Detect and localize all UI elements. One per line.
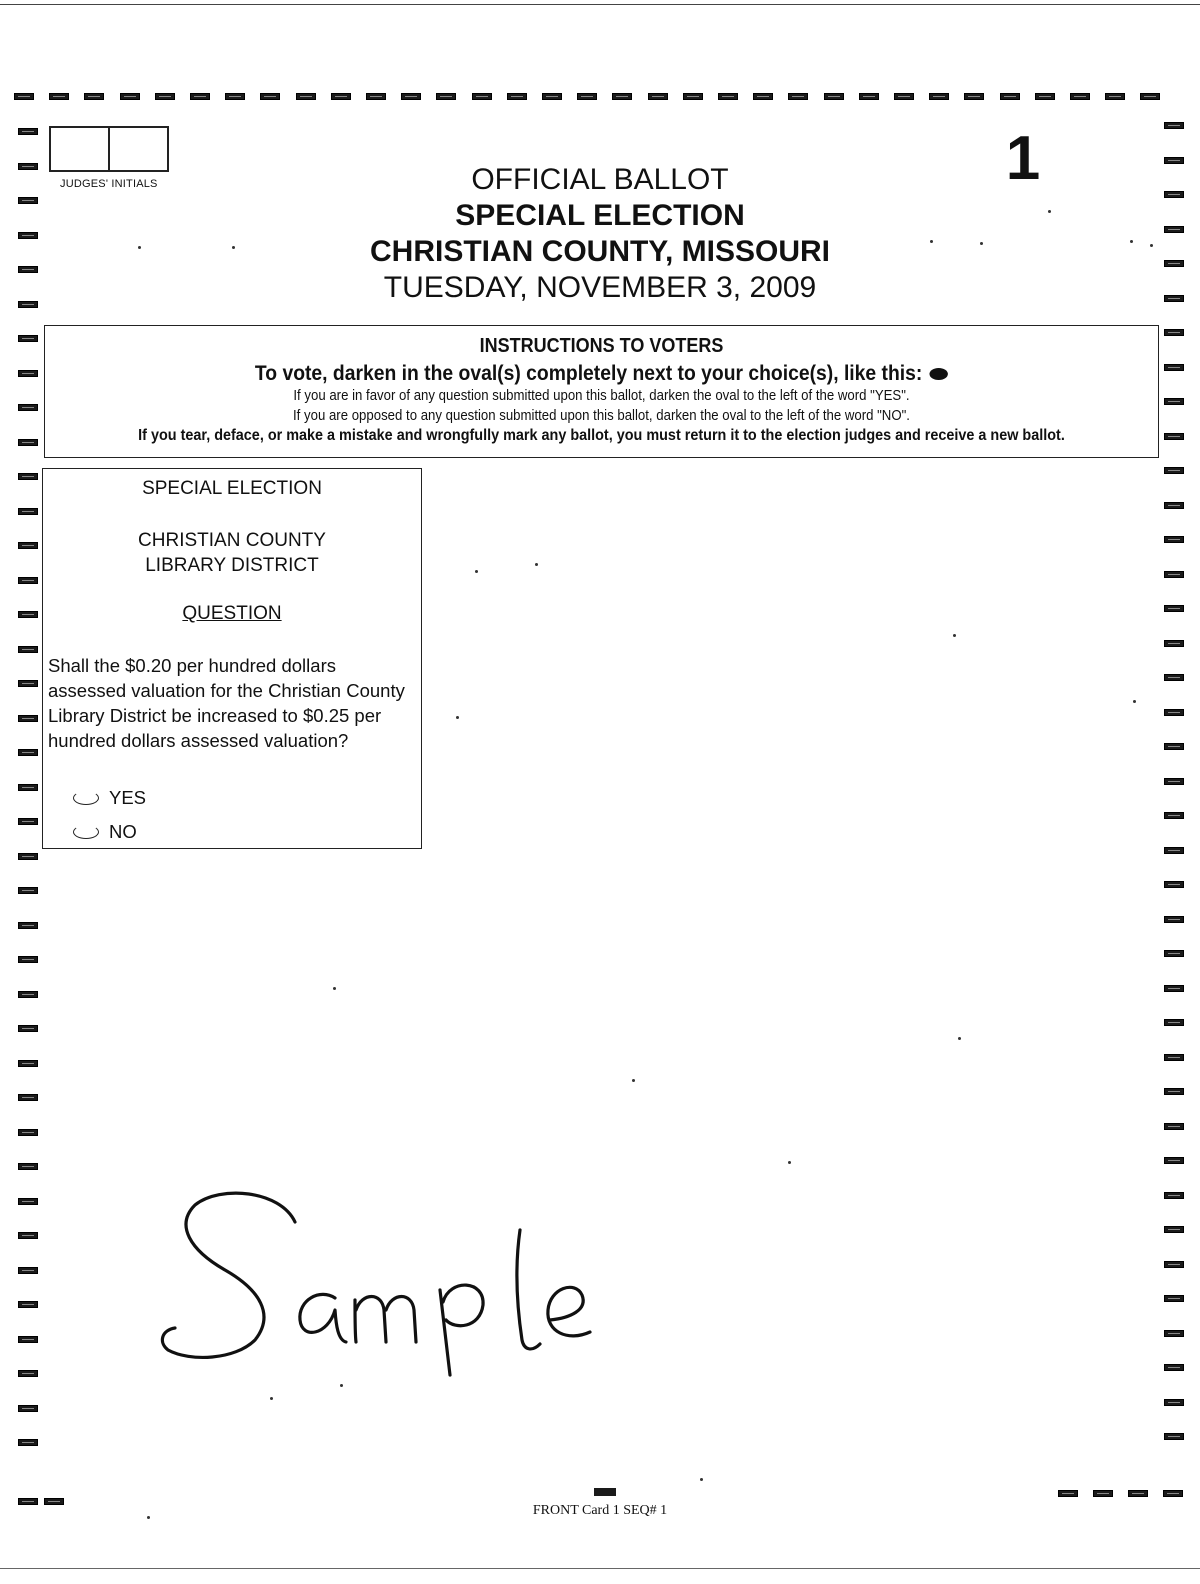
choice-no-label: NO	[109, 821, 137, 842]
timing-mark-left	[18, 370, 38, 377]
official-ballot-heading: OFFICIAL BALLOT	[471, 163, 729, 196]
timing-mark-right	[1164, 191, 1184, 198]
timing-mark-right	[1164, 571, 1184, 578]
timing-mark-top	[929, 93, 949, 100]
judges-initials-cell-1[interactable]	[51, 128, 108, 170]
election-date: TUESDAY, NOVEMBER 3, 2009	[383, 271, 817, 304]
timing-mark-right	[1164, 1088, 1184, 1095]
scan-speck	[958, 1037, 961, 1040]
timing-mark-left	[18, 1060, 38, 1067]
timing-mark-right	[1164, 1399, 1184, 1406]
timing-mark-top	[824, 93, 844, 100]
timing-mark-left	[18, 439, 38, 446]
timing-mark-left	[18, 922, 38, 929]
special-election-heading: SPECIAL ELECTION	[455, 199, 745, 232]
timing-mark-right	[1164, 916, 1184, 923]
timing-mark-left	[18, 128, 38, 135]
timing-mark-top	[436, 93, 456, 100]
timing-mark-left	[18, 197, 38, 204]
scan-speck	[632, 1079, 635, 1082]
scan-speck	[535, 563, 538, 566]
timing-mark-right	[1164, 847, 1184, 854]
timing-mark-right	[1164, 502, 1184, 509]
timing-mark-left	[18, 1129, 38, 1136]
timing-mark-right	[1164, 743, 1184, 750]
scan-speck	[232, 246, 235, 249]
timing-mark-left	[18, 784, 38, 791]
instructions-no-line: If you are opposed to any question submitted upon this ballot, darken the oval to the left of the word "NO".	[293, 407, 910, 424]
timing-mark-right	[1164, 640, 1184, 647]
county-heading: CHRISTIAN COUNTY, MISSOURI	[369, 235, 831, 268]
no-oval-icon[interactable]	[73, 825, 99, 839]
timing-mark-right	[1164, 605, 1184, 612]
bottom-edge-rule	[0, 1568, 1200, 1569]
timing-mark-top	[1035, 93, 1055, 100]
timing-mark-right	[1164, 364, 1184, 371]
instructions-main-line	[90, 362, 1114, 386]
timing-mark-top	[507, 93, 527, 100]
timing-mark-top	[120, 93, 140, 100]
judges-initials-label: JUDGES' INITIALS	[60, 178, 158, 190]
scan-speck	[147, 1516, 150, 1519]
timing-mark-right	[1164, 1054, 1184, 1061]
timing-mark-left	[18, 301, 38, 308]
timing-mark-right	[1164, 1433, 1184, 1440]
timing-mark-top	[577, 93, 597, 100]
district-name-line-1: CHRISTIAN COUNTY	[138, 530, 326, 551]
timing-mark-right	[1164, 1364, 1184, 1371]
timing-mark-left	[18, 956, 38, 963]
timing-mark-left	[18, 611, 38, 618]
timing-mark-left	[18, 887, 38, 894]
question-box	[42, 468, 422, 849]
timing-mark-left	[18, 577, 38, 584]
top-edge-rule	[0, 4, 1200, 5]
timing-mark-top	[260, 93, 280, 100]
instructions-box	[44, 325, 1159, 458]
yes-oval-icon[interactable]	[73, 791, 99, 805]
timing-mark-left	[18, 715, 38, 722]
timing-mark-bottom	[1093, 1490, 1113, 1497]
judges-initials-cell-2[interactable]	[108, 128, 167, 170]
timing-mark-left	[18, 508, 38, 515]
timing-mark-right	[1164, 674, 1184, 681]
scan-speck	[1130, 240, 1133, 243]
footer-timing-mark	[594, 1488, 616, 1496]
choice-yes-label: YES	[109, 787, 147, 808]
timing-mark-top	[225, 93, 245, 100]
timing-mark-right	[1164, 433, 1184, 440]
timing-mark-top	[190, 93, 210, 100]
timing-mark-left	[18, 749, 38, 756]
timing-mark-left	[18, 1267, 38, 1274]
timing-mark-top	[648, 93, 668, 100]
timing-mark-top	[401, 93, 421, 100]
timing-mark-left	[18, 335, 38, 342]
choice-yes[interactable]	[73, 787, 146, 809]
timing-mark-top	[366, 93, 386, 100]
ballot-title-block	[250, 162, 950, 306]
timing-mark-top	[964, 93, 984, 100]
timing-mark-top	[296, 93, 316, 100]
scan-speck	[930, 240, 933, 243]
timing-mark-top	[894, 93, 914, 100]
scan-speck	[270, 1397, 273, 1400]
handwritten-sample-signature	[150, 1170, 610, 1390]
card-number: 1	[1005, 124, 1041, 193]
timing-mark-left	[18, 232, 38, 239]
timing-mark-right	[1164, 122, 1184, 129]
timing-mark-left	[18, 646, 38, 653]
timing-mark-left	[18, 1163, 38, 1170]
timing-mark-top	[1070, 93, 1090, 100]
timing-mark-top	[753, 93, 773, 100]
filled-oval-example-icon	[930, 368, 948, 380]
timing-mark-top	[612, 93, 632, 100]
timing-mark-right	[1164, 295, 1184, 302]
district-name-line-2: LIBRARY DISTRICT	[145, 555, 319, 576]
choice-no[interactable]	[73, 821, 137, 843]
timing-mark-left	[18, 1232, 38, 1239]
question-text: Shall the $0.20 per hundred dollars assessed valuation for the Christian County Library District be increased to $0.25 per hundred dollars assessed valuation?	[48, 655, 405, 751]
judges-initials-box[interactable]	[49, 126, 169, 172]
scan-speck	[456, 716, 459, 719]
timing-mark-top	[49, 93, 69, 100]
timing-mark-left	[18, 1439, 38, 1446]
instructions-yes-line: If you are in favor of any question submitted upon this ballot, darken the oval to the left of the word "YES".	[293, 387, 910, 404]
timing-mark-left	[18, 1094, 38, 1101]
timing-mark-top	[155, 93, 175, 100]
footer-card-sequence: FRONT Card 1 SEQ# 1	[532, 1503, 668, 1518]
timing-mark-top	[788, 93, 808, 100]
timing-mark-left	[18, 1336, 38, 1343]
timing-mark-right	[1164, 881, 1184, 888]
timing-mark-left	[18, 1405, 38, 1412]
instructions-mistake-line: If you tear, deface, or make a mistake and wrongfully mark any ballot, you must return it to the election judges and receive a new ballot.	[138, 427, 1065, 444]
district-name	[43, 528, 421, 578]
timing-mark-right	[1164, 985, 1184, 992]
scan-speck	[1048, 210, 1051, 213]
timing-mark-left	[18, 1198, 38, 1205]
scan-speck	[1150, 244, 1153, 247]
timing-mark-top	[331, 93, 351, 100]
timing-mark-left	[18, 542, 38, 549]
timing-mark-right	[1164, 1330, 1184, 1337]
timing-mark-right	[1164, 812, 1184, 819]
question-label: QUESTION	[182, 603, 282, 624]
timing-mark-bottom	[1058, 1490, 1078, 1497]
timing-mark-left	[18, 163, 38, 170]
timing-mark-bottom	[1128, 1490, 1148, 1497]
timing-mark-right	[1164, 1019, 1184, 1026]
timing-mark-right	[1164, 398, 1184, 405]
timing-mark-top	[14, 93, 34, 100]
scan-speck	[980, 242, 983, 245]
timing-mark-top	[718, 93, 738, 100]
scan-speck	[475, 570, 478, 573]
timing-mark-left	[18, 1025, 38, 1032]
timing-mark-top	[1000, 93, 1020, 100]
scan-speck	[333, 987, 336, 990]
scan-speck	[700, 1478, 703, 1481]
timing-mark-right	[1164, 226, 1184, 233]
timing-mark-right	[1164, 709, 1184, 716]
timing-mark-left	[18, 853, 38, 860]
question-box-title: SPECIAL ELECTION	[142, 478, 322, 499]
timing-mark-right	[1164, 1226, 1184, 1233]
timing-mark-left	[18, 404, 38, 411]
timing-mark-top	[472, 93, 492, 100]
timing-mark-left	[18, 473, 38, 480]
timing-mark-left	[18, 991, 38, 998]
timing-mark-top	[683, 93, 703, 100]
timing-mark-right	[1164, 1157, 1184, 1164]
timing-mark-right	[1164, 1192, 1184, 1199]
timing-mark-right	[1164, 778, 1184, 785]
timing-mark-bottom	[18, 1498, 38, 1505]
timing-mark-right	[1164, 950, 1184, 957]
timing-mark-left	[18, 680, 38, 687]
timing-mark-right	[1164, 260, 1184, 267]
timing-mark-right	[1164, 329, 1184, 336]
timing-mark-right	[1164, 157, 1184, 164]
timing-mark-right	[1164, 467, 1184, 474]
timing-mark-top	[859, 93, 879, 100]
timing-mark-bottom	[1163, 1490, 1183, 1497]
instructions-heading: INSTRUCTIONS TO VOTERS	[479, 335, 724, 357]
timing-mark-right	[1164, 536, 1184, 543]
scan-speck	[340, 1384, 343, 1387]
timing-mark-left	[18, 818, 38, 825]
timing-mark-top	[1140, 93, 1160, 100]
timing-mark-top	[542, 93, 562, 100]
scan-speck	[138, 246, 141, 249]
timing-mark-left	[18, 1370, 38, 1377]
timing-mark-right	[1164, 1295, 1184, 1302]
timing-mark-bottom	[44, 1498, 64, 1505]
scan-speck	[953, 634, 956, 637]
timing-mark-right	[1164, 1123, 1184, 1130]
timing-mark-left	[18, 1301, 38, 1308]
instructions-main-text: To vote, darken in the oval(s) completely next to your choice(s), like this:	[254, 362, 923, 385]
scan-speck	[1133, 700, 1136, 703]
timing-mark-top	[1105, 93, 1125, 100]
timing-mark-top	[84, 93, 104, 100]
timing-mark-left	[18, 266, 38, 273]
scan-speck	[788, 1161, 791, 1164]
timing-mark-right	[1164, 1261, 1184, 1268]
